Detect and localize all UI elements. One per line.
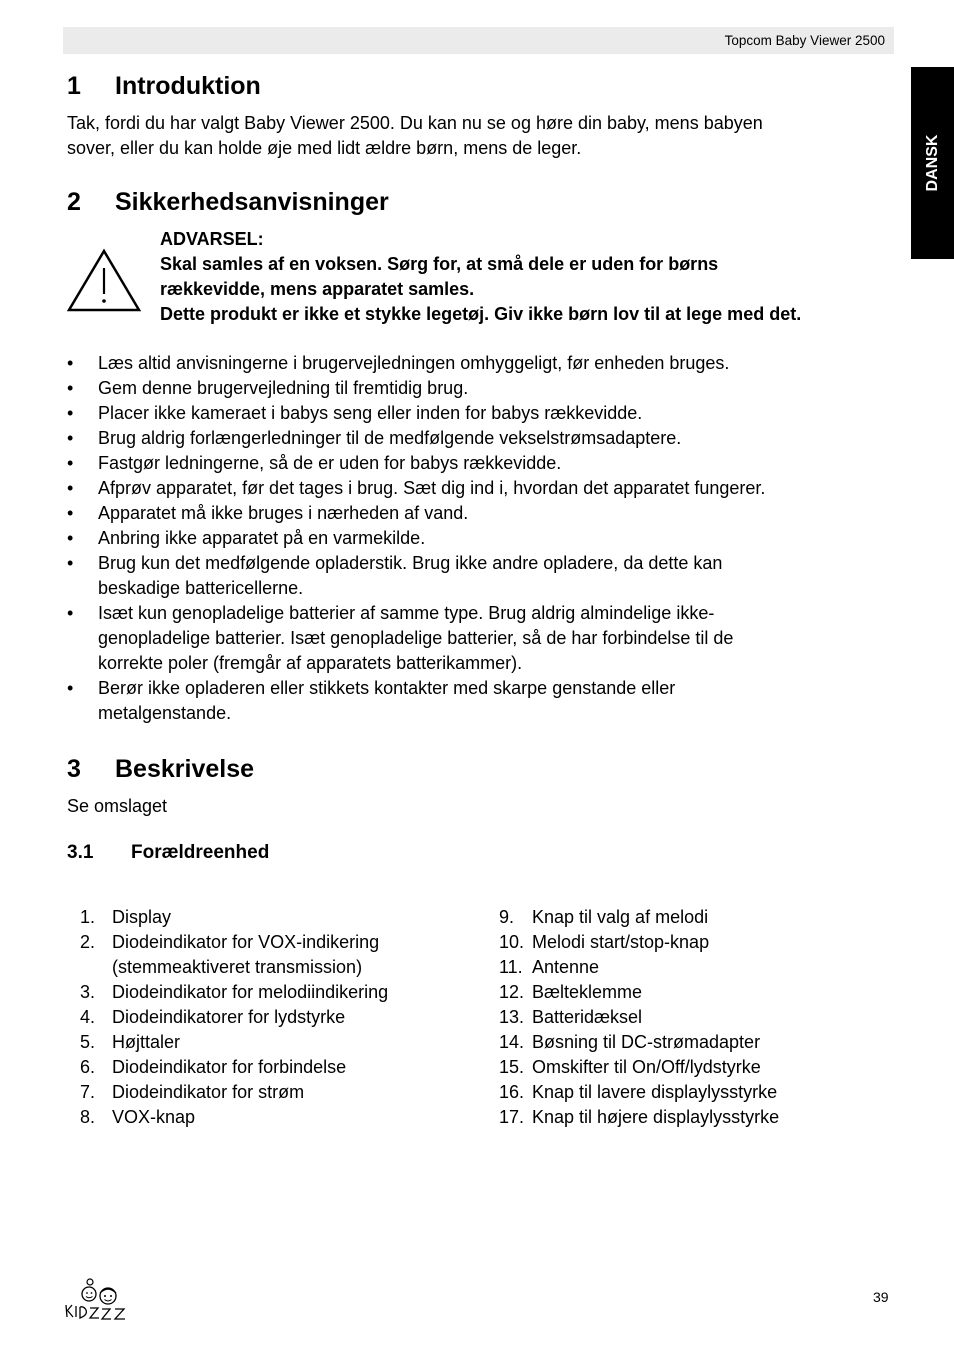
subsection-3-1-heading	[67, 842, 269, 864]
list-item	[67, 526, 867, 551]
list-item	[499, 955, 899, 980]
list-item	[67, 451, 867, 476]
item-label: Knap til valg af melodi	[532, 907, 709, 927]
item-label: Diodeindikator for VOX-indikering	[112, 932, 380, 952]
list-item-line: beskadige battericellerne.	[98, 578, 304, 598]
intro-line: Tak, fordi du har valgt Baby Viewer 2500. Du kan nu se og høre din baby, mens babyen	[67, 113, 763, 133]
item-number: 15.	[499, 1057, 525, 1077]
item-label: Display	[112, 907, 172, 927]
item-number: 12.	[499, 982, 525, 1002]
section-3-number: 3	[67, 755, 81, 783]
item-label: Diodeindikator for strøm	[112, 1082, 305, 1102]
item-number: 8.	[80, 1107, 96, 1127]
warning-label: ADVARSEL:	[160, 229, 264, 249]
list-item	[67, 601, 867, 676]
list-item	[80, 1005, 460, 1030]
bullet-icon: •	[67, 378, 74, 398]
item-label: Batteridæksel	[532, 1007, 643, 1027]
item-number: 14.	[499, 1032, 525, 1052]
bullet-icon: •	[67, 678, 74, 698]
item-number: 10.	[499, 932, 525, 952]
list-item-line: Anbring ikke apparatet på en varmekilde.	[98, 528, 426, 548]
list-item-line: Læs altid anvisningerne i brugervejledningen omhyggeligt, før enheden bruges.	[98, 353, 730, 373]
list-item-line: Berør ikke opladeren eller stikkets kontakter med skarpe genstande eller	[98, 678, 676, 698]
item-number: 4.	[80, 1007, 96, 1027]
warning-line: Dette produkt er ikke et stykke legetøj. Giv ikke børn lov til at lege med det.	[160, 304, 802, 324]
item-label: Omskifter til On/Off/lydstyrke	[532, 1057, 761, 1077]
list-item-line: korrekte poler (fremgår af apparatets batterikammer).	[98, 653, 523, 673]
list-item	[80, 905, 460, 930]
kidzzz-logo-icon	[64, 1277, 136, 1321]
list-item	[67, 501, 867, 526]
list-item	[499, 1105, 899, 1130]
bullet-icon: •	[67, 478, 74, 498]
item-number: 7.	[80, 1082, 96, 1102]
list-item	[499, 1080, 899, 1105]
item-label: Antenne	[532, 957, 600, 977]
intro-line: sover, eller du kan holde øje med lidt ældre børn, mens de leger.	[67, 138, 582, 158]
section-1-title: Introduktion	[115, 72, 261, 100]
list-item-line: Placer ikke kameraet i babys seng eller inden for babys rækkevidde.	[98, 403, 643, 423]
list-item	[67, 376, 867, 401]
list-item	[80, 980, 460, 1005]
section-3-heading	[67, 755, 254, 784]
item-number: 11.	[499, 957, 523, 977]
item-label: VOX-knap	[112, 1107, 196, 1127]
item-number: 3.	[80, 982, 96, 1002]
bullet-icon: •	[67, 603, 74, 623]
item-label: Højttaler	[112, 1032, 181, 1052]
list-item	[499, 1030, 899, 1055]
subsection-number: 3.1	[67, 842, 94, 863]
section-1-number: 1	[67, 72, 81, 100]
list-item	[67, 351, 867, 376]
list-item	[67, 476, 867, 501]
warning-line: Skal samles af en voksen. Sørg for, at små dele er uden for børns	[160, 254, 719, 274]
list-item	[499, 1055, 899, 1080]
warning-line: rækkevidde, mens apparatet samles.	[160, 279, 475, 299]
bullet-icon: •	[67, 353, 74, 373]
item-label: Knap til lavere displaylysstyrke	[532, 1082, 778, 1102]
item-label: Diodeindikator for melodiindikering	[112, 982, 389, 1002]
header-title: Topcom Baby Viewer 2500	[724, 33, 885, 48]
bullet-icon: •	[67, 453, 74, 473]
bullet-icon: •	[67, 553, 74, 573]
item-label: Diodeindikatorer for lydstyrke	[112, 1007, 346, 1027]
intro-paragraph	[67, 111, 763, 161]
description-intro: Se omslaget	[67, 796, 168, 816]
bullet-icon: •	[67, 428, 74, 448]
section-1-heading	[67, 72, 261, 101]
list-item	[80, 1105, 460, 1130]
item-number: 6.	[80, 1057, 96, 1077]
page-number: 39	[873, 1289, 889, 1305]
list-item-line: Brug kun det medfølgende opladerstik. Brug ikke andre opladere, da dette kan	[98, 553, 723, 573]
list-item	[67, 676, 867, 726]
bullet-icon: •	[67, 528, 74, 548]
language-tab-label: DANSK	[923, 134, 941, 192]
list-item	[80, 1030, 460, 1055]
list-item-line: Afprøv apparatet, før det tages i brug. Sæt dig ind i, hvordan det apparatet fungerer.	[98, 478, 766, 498]
item-number: 1.	[80, 907, 96, 927]
item-number: 9.	[499, 907, 515, 927]
running-header	[63, 27, 894, 54]
list-item	[499, 980, 899, 1005]
list-item	[80, 1080, 460, 1105]
list-item	[67, 551, 867, 601]
list-item	[67, 401, 867, 426]
item-label: Bøsning til DC-strømadapter	[532, 1032, 761, 1052]
item-number: 2.	[80, 932, 96, 952]
list-item-line: Gem denne brugervejledning til fremtidig brug.	[98, 378, 469, 398]
warning-triangle-icon	[66, 248, 142, 314]
section-2-number: 2	[67, 188, 81, 216]
list-item	[499, 1005, 899, 1030]
section-2-heading	[67, 188, 389, 217]
item-number: 16.	[499, 1082, 525, 1102]
list-item-line: Apparatet må ikke bruges i nærheden af vand.	[98, 503, 469, 523]
list-item	[67, 426, 867, 451]
parts-list-left	[80, 905, 460, 1130]
bullet-icon: •	[67, 403, 74, 423]
section-2-title: Sikkerhedsanvisninger	[115, 188, 389, 216]
bullet-icon: •	[67, 503, 74, 523]
item-number: 17.	[499, 1107, 525, 1127]
language-tab	[911, 67, 954, 259]
list-item	[499, 905, 899, 930]
item-number: 5.	[80, 1032, 96, 1052]
list-item-line: genopladelige batterier. Isæt genopladelige batterier, så de har forbindelse til de	[98, 628, 734, 648]
list-item-line: Isæt kun genopladelige batterier af samme type. Brug aldrig almindelige ikke-	[98, 603, 715, 623]
warning-text	[160, 227, 900, 327]
list-item	[80, 1055, 460, 1080]
list-item	[80, 930, 460, 980]
list-item-line: metalgenstande.	[98, 703, 232, 723]
list-item-line: Brug aldrig forlængerledninger til de medfølgende vekselstrømsadaptere.	[98, 428, 682, 448]
item-number: 13.	[499, 1007, 525, 1027]
item-label: Diodeindikator for forbindelse	[112, 1057, 347, 1077]
item-label: Bælteklemme	[532, 982, 643, 1002]
item-label: (stemmeaktiveret transmission)	[112, 957, 363, 977]
subsection-title: Forældreenhed	[131, 842, 270, 863]
parts-list-right	[499, 905, 899, 1130]
list-item	[499, 930, 899, 955]
list-item-line: Fastgør ledningerne, så de er uden for babys rækkevidde.	[98, 453, 562, 473]
item-label: Knap til højere displaylysstyrke	[532, 1107, 780, 1127]
item-label: Melodi start/stop-knap	[532, 932, 710, 952]
safety-list	[67, 351, 867, 726]
section-3-title: Beskrivelse	[115, 755, 255, 783]
